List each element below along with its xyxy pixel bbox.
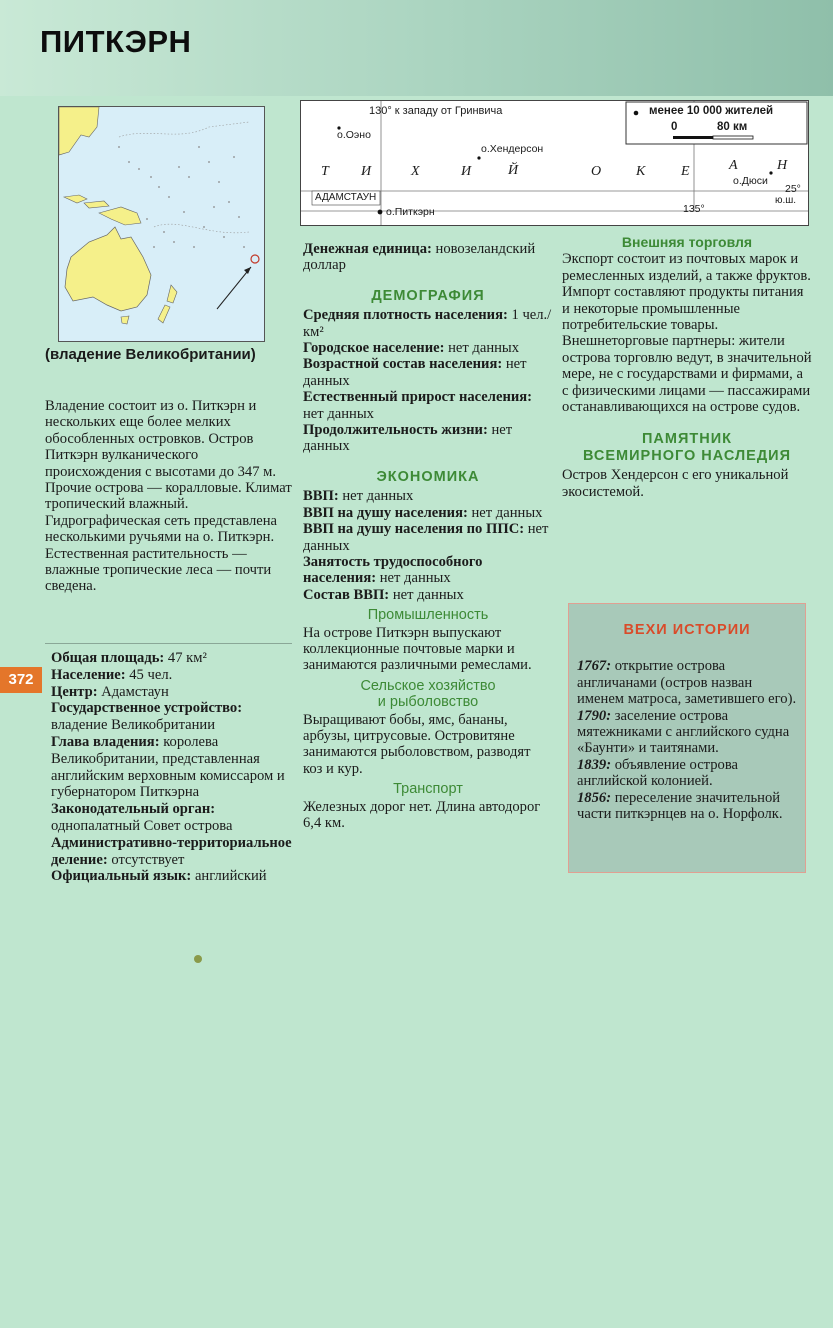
page-title: ПИТКЭРН bbox=[40, 24, 192, 59]
demography-item: Возрастной состав населения: нет данных bbox=[303, 356, 527, 389]
agriculture-text: Выращивают бобы, ямс, бананы, арбузы, цитрусовые. Островитяне занимаются рыболовством, разводят коз и кур. bbox=[303, 711, 531, 777]
locator-map-graphic bbox=[59, 107, 264, 341]
history-item: 1767: открытие острова англичанами (остров назван именем матроса, заметившего его). bbox=[577, 658, 797, 708]
trade-heading: Внешняя торговля bbox=[621, 234, 753, 250]
ocean-letter: Н bbox=[777, 158, 788, 173]
page-number: 372 bbox=[0, 667, 42, 693]
history-item: 1839: объявление острова английской колонией. bbox=[577, 756, 738, 790]
locator-map bbox=[58, 106, 265, 342]
transport-heading: Транспорт bbox=[393, 781, 463, 798]
label-adamstown: АДАМСТАУН bbox=[315, 192, 377, 203]
fact-item: Центр: Адамстаун bbox=[51, 683, 169, 700]
economy-heading: ЭКОНОМИКА bbox=[376, 468, 480, 485]
label-pitcairn: о.Питкэрн bbox=[386, 206, 435, 218]
history-item: 1856: переселение значительной части питкэрнцев на о. Норфолк. bbox=[577, 789, 783, 823]
demography-item: Средняя плотность населения: 1 чел./км² bbox=[303, 307, 552, 340]
history-box bbox=[568, 603, 806, 873]
right-column bbox=[562, 234, 812, 500]
ocean-letter: К bbox=[636, 164, 646, 179]
heritage-heading: ПАМЯТНИК bbox=[642, 431, 732, 448]
ocean-letter: И bbox=[461, 164, 472, 179]
demography-item: Продолжительность жизни: нет данных bbox=[303, 422, 513, 455]
fact-item: Административно-территориальное деление: отсутствует bbox=[51, 834, 292, 868]
economy-item: ВВП на душу населения: нет данных bbox=[303, 504, 543, 521]
ocean-letter: Е bbox=[681, 164, 690, 179]
ocean-letter: И bbox=[361, 164, 372, 179]
island-map bbox=[300, 100, 809, 226]
ocean-letter: А bbox=[729, 158, 738, 173]
facts-list bbox=[51, 650, 301, 885]
scale-value: 80 км bbox=[717, 121, 748, 133]
heritage-heading-2: ВСЕМИРНОГО НАСЛЕДИЯ bbox=[582, 447, 792, 464]
ocean-letter: Х bbox=[411, 164, 420, 179]
print-speck bbox=[194, 955, 202, 963]
ocean-letter: Й bbox=[508, 163, 519, 178]
fact-item: Законодательный орган: однопалатный Совет острова bbox=[51, 801, 233, 834]
label-south-lat: ю.ш. bbox=[775, 195, 797, 206]
fact-item: Государственное устройство: владение Великобритании bbox=[51, 700, 243, 734]
economy-item: ВВП на душу населения по ППС: нет данных bbox=[303, 521, 549, 554]
label-lon135: 135° bbox=[683, 203, 705, 215]
agriculture-heading: Сельское хозяйство bbox=[360, 677, 496, 694]
demography-item: Естественный прирост населения: нет данных bbox=[303, 389, 533, 422]
economy-item: Занятость трудоспособного населения: нет данных bbox=[303, 553, 483, 587]
fact-item: Глава владения: королева Великобритании, представленная английским верховным комиссаром и губернатором Питкэрна bbox=[51, 733, 285, 801]
fact-item: Общая площадь: 47 км² bbox=[51, 650, 207, 666]
industry-heading: Промышленность bbox=[367, 607, 489, 624]
ocean-letter: Т bbox=[321, 164, 331, 179]
label-henderson: о.Хендерсон bbox=[481, 143, 544, 155]
description: Владение состоит из о. Питкэрн и нескольких еще более мелких обособленных островков. Остров Питкэрн вулканического происхождения с высотами до 347 м. Прочие острова — коралловые. Климат тропический влажный. Гидрографическая сеть представлена несколькими ручьями на о. Питкэрн. Естественная растительность — влажные тропические леса — почти сведена. bbox=[45, 398, 292, 595]
divider bbox=[45, 643, 292, 644]
label-ducie: о.Дюси bbox=[733, 175, 768, 187]
economy-item: ВВП: нет данных bbox=[303, 488, 414, 505]
heritage-text: Остров Хендерсон с его уникальной экосистемой. bbox=[562, 467, 789, 500]
demography-heading: ДЕМОГРАФИЯ bbox=[371, 287, 485, 304]
ocean-letter: О bbox=[591, 164, 602, 179]
label-oeno: о.Оэно bbox=[337, 129, 371, 141]
fact-item: Официальный язык: английский bbox=[51, 868, 267, 885]
longitude-label: 130° к западу от Гринвича bbox=[369, 105, 503, 117]
industry-text: На острове Питкэрн выпускают коллекционные почтовые марки и занимаются различными ремеслами. bbox=[303, 624, 532, 674]
middle-column bbox=[303, 241, 553, 831]
agriculture-heading-2: и рыболовство bbox=[377, 694, 479, 711]
label-lat25: 25° bbox=[785, 183, 801, 195]
transport-text: Железных дорог нет. Длина автодорог 6,4 км. bbox=[303, 798, 541, 831]
map-legend-label: менее 10 000 жителей bbox=[649, 105, 774, 117]
page-subtitle: (владение Великобритании) bbox=[45, 346, 256, 363]
scale-zero: 0 bbox=[671, 121, 678, 133]
fact-item: Население: 45 чел. bbox=[51, 666, 173, 683]
demography-item: Городское население: нет данных bbox=[303, 340, 520, 357]
economy-item: Состав ВВП: нет данных bbox=[303, 586, 464, 603]
history-heading: ВЕХИ ИСТОРИИ bbox=[623, 622, 751, 638]
trade-text: Экспорт состоит из почтовых марок и ремесленных изделий, а также фруктов. Импорт составляют продукты питания и некоторые промышленные потребительские товары. Внешнеторговые партнеры: жители острова торговлю ведут, в значительной мере, не с государствами и фирмами, а с физическими лицами — пассажирами останавливающихся на острове судов. bbox=[562, 251, 812, 416]
history-item: 1790: заселение острова мятежниками с английского судна «Баунти» и таитянами. bbox=[577, 707, 790, 757]
currency: Денежная единица: новозеландский доллар bbox=[303, 241, 536, 274]
